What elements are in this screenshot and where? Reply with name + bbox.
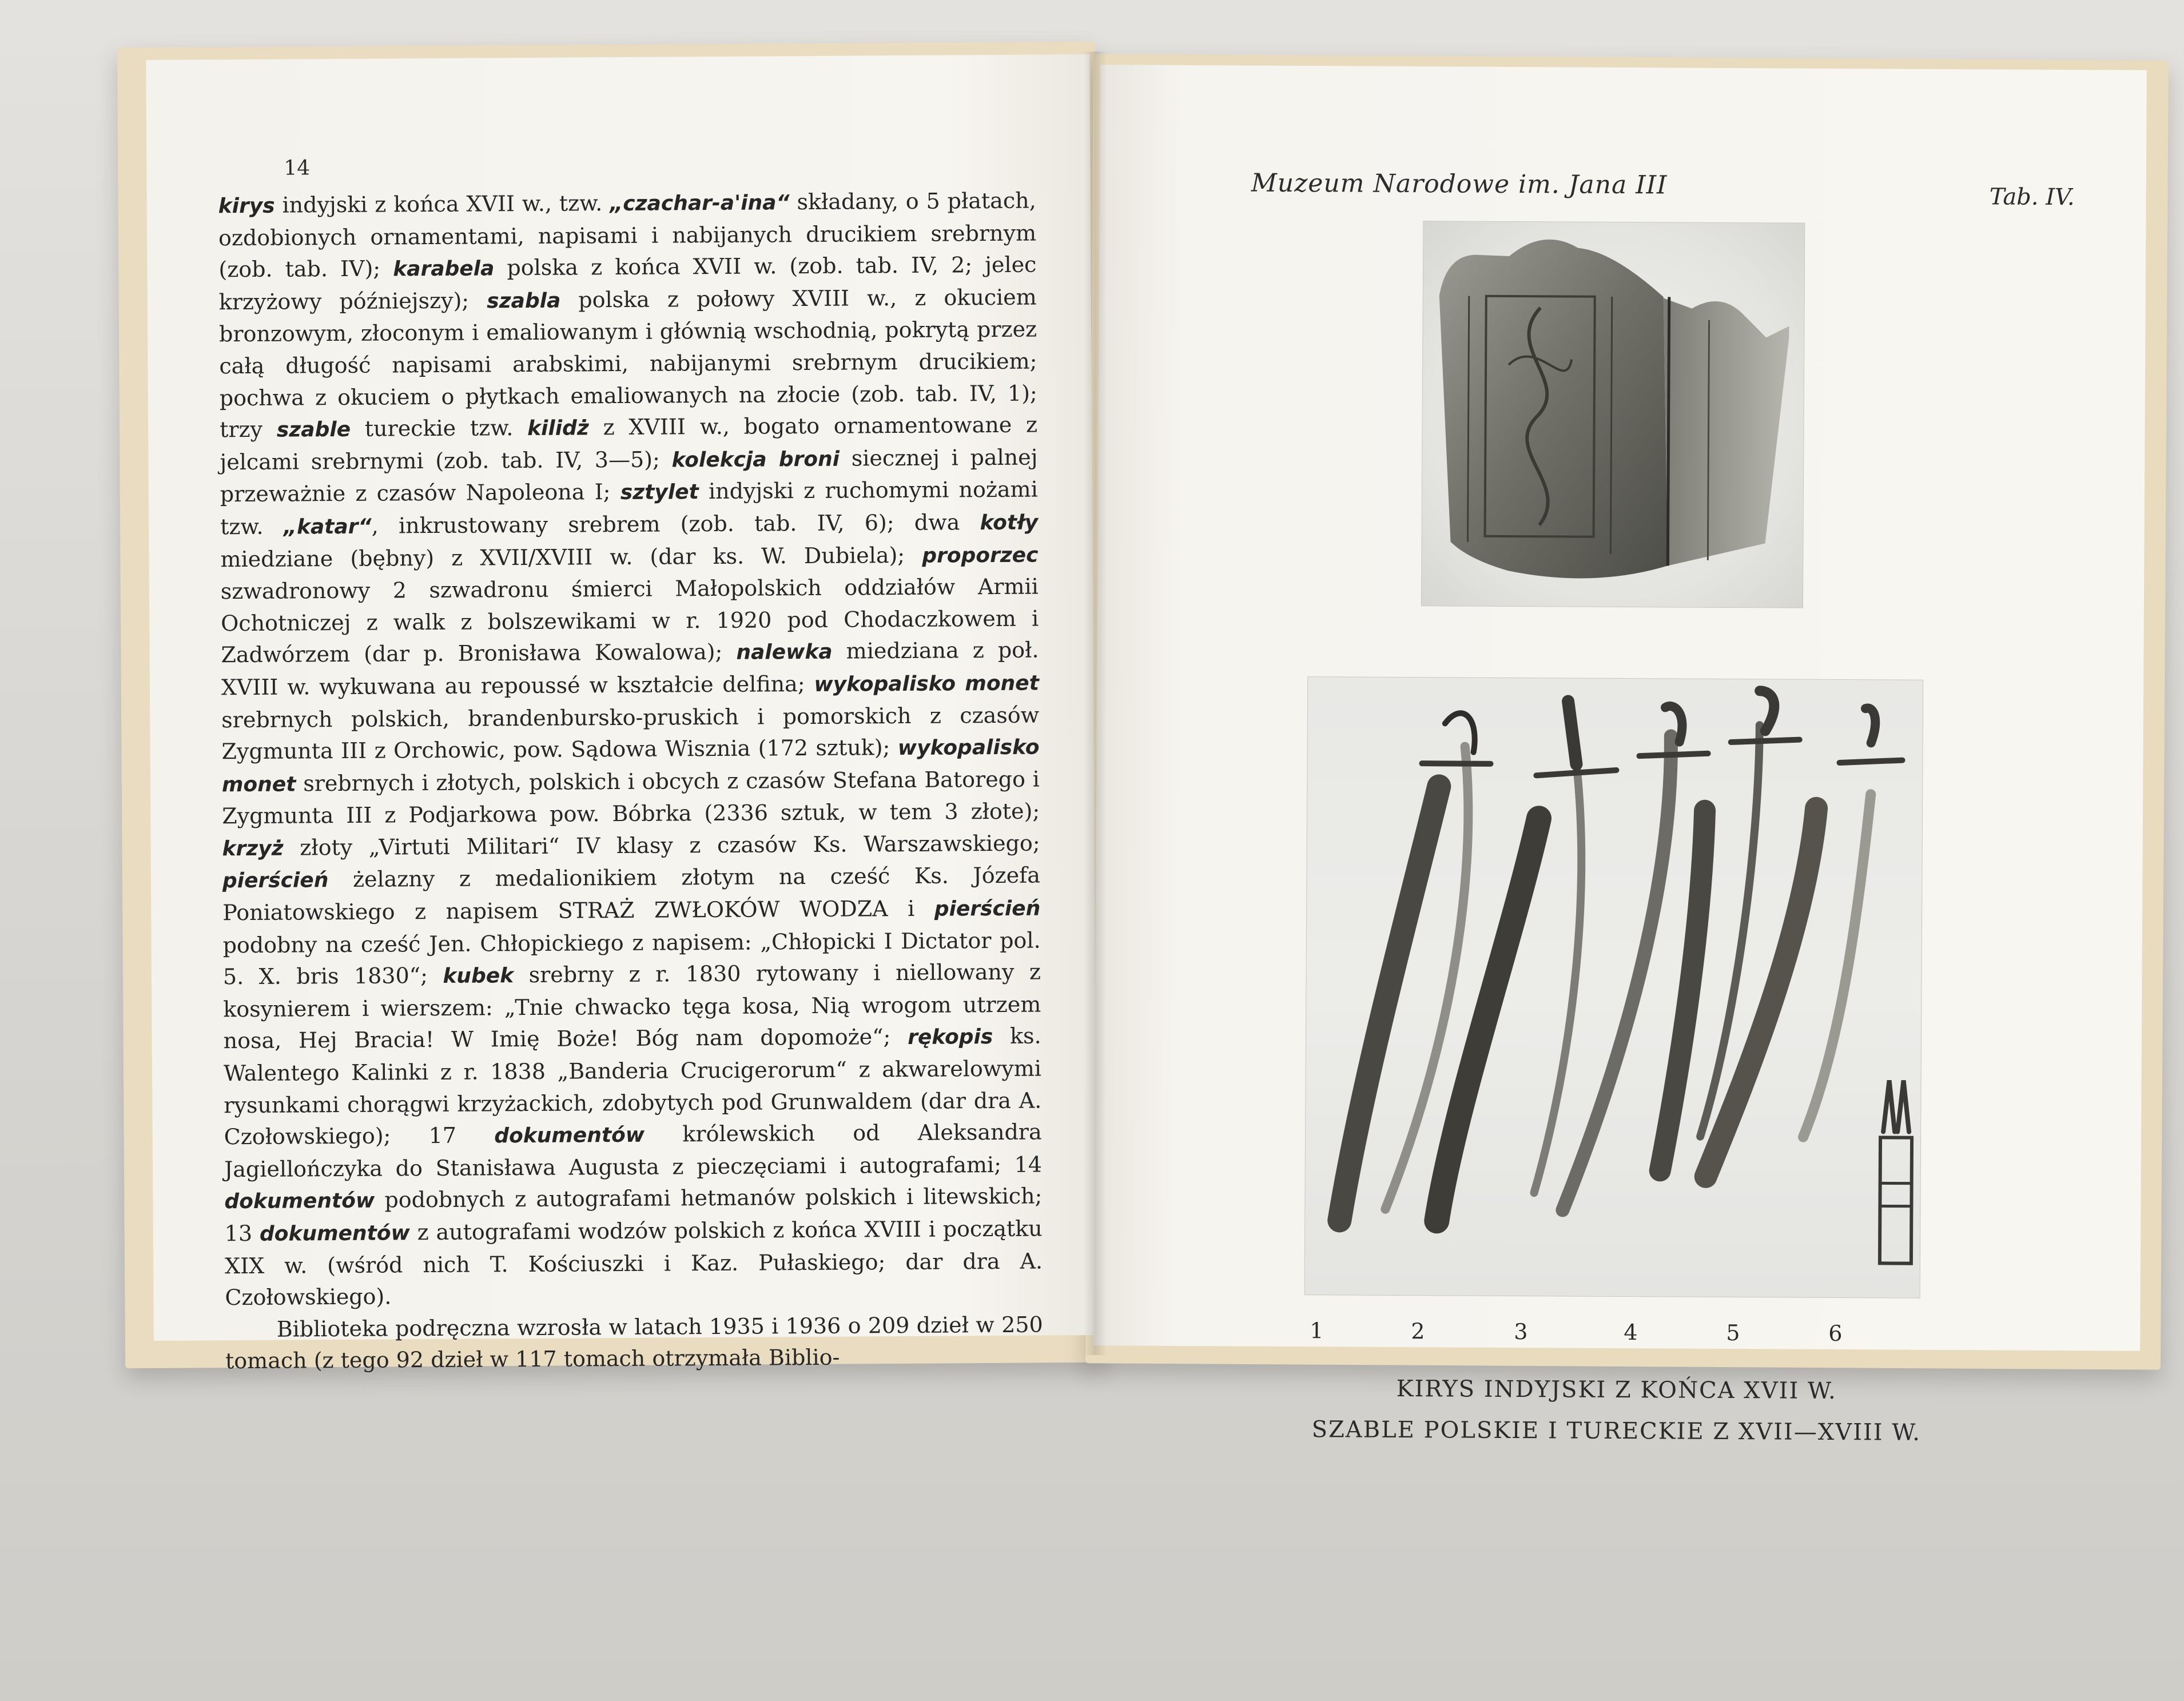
plate-label: Tab. IV.: [1989, 184, 2075, 211]
text-run: polska z końca XVII w. (zob. tab. IV, 2; jelec krzyżowy późniejszy);: [218, 252, 1037, 315]
emphasized-term: kotły: [980, 511, 1039, 535]
text-run: tureckie tzw.: [350, 415, 528, 442]
cuirass-illustration: [1422, 221, 1805, 607]
text-run: żelazny z medalionikiem złotym na cześć Ks. Józefa Poniatowskiego z napisem STRAŻ ZWŁOKÓW WODZA i: [222, 863, 1041, 926]
emphasized-term: szabla: [487, 289, 561, 313]
text-run: siecznej i palnej przeważnie z czasów Napoleona I;: [220, 444, 1038, 507]
figure-number-5: 5: [1726, 1320, 1740, 1346]
text-run: miedziane (bębny) z XVII/XVIII w. (dar ks. W. Dubiela);: [220, 542, 922, 572]
text-run: szwadronowy 2 szwadronu śmierci Małopolskich oddziałów Armii Ochotniczej z walk z bolszewikami w r. 1920 pod Chodaczkowem i Zadwórzem (dar p. Bronisława Kowalowa);: [220, 573, 1039, 668]
figure-number-2: 2: [1411, 1318, 1425, 1344]
book-gutter: [1084, 51, 1107, 1355]
caption-line-2: SZABLE POLSKIE I TURECKIE Z XVII—XVIII W.: [1311, 1416, 1922, 1446]
text-run: indyjski z końca XVII w., tzw.: [275, 190, 610, 218]
text-run: królewskich od Aleksandra Jagiellończyka do Stanisława Augusta z pieczęciami i autografami; 14: [224, 1119, 1043, 1182]
emphasized-term: karabela: [393, 257, 495, 281]
text-run: srebrnych polskich, brandenbursko-pruskich i pomorskich z czasów Zygmunta III z Orchowic, pow. Sądowa Wisznia (172 sztuk);: [221, 702, 1040, 764]
figure-number-1: 1: [1310, 1318, 1324, 1344]
text-run: srebrnych i złotych, polskich i obcych z czasów Stefana Batorego i Zygmunta III z Podjarkowa pow. Bóbrka (2336 sztuk, w tem 3 złote);: [222, 766, 1040, 829]
emphasized-term: krzyż: [222, 836, 284, 861]
sabres-illustration: [1305, 677, 1923, 1298]
caption-line-1: KIRYS INDYJSKI Z KOŃCA XVII W.: [1396, 1375, 1837, 1404]
text-run: miedziana z poł. XVIII w. wykuwana au repoussé w kształcie delfina;: [221, 637, 1039, 700]
sabres-photo: [1304, 676, 1924, 1298]
emphasized-term: proporzec: [922, 543, 1039, 568]
emphasized-term: wykopalisko monet: [814, 671, 1039, 696]
paragraph-1: [218, 185, 1043, 1314]
text-run: składany, o 5 płatach, ozdobionych ornamentami, napisami i nabijanych drucikiem srebrnym (zob. tab. IV);: [218, 188, 1037, 282]
figure-number-6: 6: [1828, 1320, 1843, 1347]
figure-number-4: 4: [1624, 1320, 1638, 1345]
text-run: z XVIII w., bogato ornamentowane z jelcami srebrnymi (zob. tab. IV, 3—5);: [220, 412, 1038, 475]
emphasized-term: pierścień: [934, 897, 1041, 921]
emphasized-term: kolekcja broni: [671, 447, 840, 472]
emphasized-term: rękopis: [908, 1025, 993, 1050]
emphasized-term: dokumentów: [494, 1123, 645, 1148]
emphasized-term: kubek: [443, 964, 514, 989]
text-run: indyjski z ruchomymi nożami tzw.: [220, 476, 1038, 540]
emphasized-term: „czachar-a'ina“: [610, 191, 790, 216]
text-run: złoty „Virtuti Militari“ IV klasy z czasów Ks. Warszawskiego;: [283, 830, 1040, 861]
running-head: Muzeum Narodowe im. Jana III: [1251, 168, 1668, 200]
emphasized-term: „katar“: [283, 515, 372, 539]
right-page: [1093, 65, 2147, 1446]
figure-number-3: 3: [1514, 1319, 1528, 1345]
left-page: [146, 54, 1097, 1374]
paragraph-2: Biblioteka podręczna wzrosła w latach 1935 i 1936 o 209 dzieł w 250 tomach (z tego 92 dzieł w 117 tomach otrzymała Biblio-: [225, 1312, 1043, 1374]
emphasized-term: dokumentów: [224, 1189, 375, 1214]
emphasized-term: nalewka: [736, 640, 833, 665]
emphasized-term: sztylet: [620, 480, 699, 505]
text-run: srebrny z r. 1830 rytowany i niellowany z kosynierem i wierszem: „Tnie chwacko tęga kosa, Nią wrogom utrzem nosa, Hej Bracia! W Imię Boże! Bóg nam dopomoże“;: [223, 959, 1041, 1054]
emphasized-term: pierścień: [222, 869, 329, 893]
text-run: ks. Walentego Kalinki z r. 1838 „Banderia Crucigerorum“ z akwarelowymi rysunkami chorągwi krzyżackich, zdobytych pod Grunwaldem (dar dra A. Czołowskiego); 17: [223, 1023, 1042, 1150]
emphasized-term: szable: [276, 418, 351, 442]
emphasized-term: dokumentów: [259, 1221, 410, 1246]
text-run: z autografami wodzów polskich z końca XVIII i początku XIX w. (wśród nich T. Kościuszki i Kaz. Pułaskiego; dar dra A. Czołowskiego).: [224, 1216, 1043, 1310]
body-text: [218, 185, 1044, 1378]
text-run: polska z połowy XVIII w., z okuciem bronzowym, złoconym i emaliowanym i głównią wschodnią, pokrytą przez całą długość napisami arabskimi, nabijanymi srebrnym drucikiem; pochwa z okuciem o płytkach emaliowanych na złocie (zob. tab. IV, 1); trzy: [218, 284, 1037, 443]
text-run: podobny na cześć Jen. Chłopickiego z napisem: „Chłopicki I Dictator pol. 5. X. bris 1830“;: [222, 927, 1041, 990]
emphasized-term: wykopalisko monet: [221, 735, 1040, 796]
cuirass-photo: [1421, 221, 1805, 608]
text-run: podobnych z autografami hetmanów polskich i litewskich; 13: [224, 1183, 1043, 1246]
text-run: , inkrustowany srebrem (zob. tab. IV, 6); dwa: [371, 509, 980, 539]
page-number: 14: [284, 156, 311, 180]
emphasized-term: kilidż: [527, 416, 589, 441]
emphasized-term: kirys: [218, 194, 275, 218]
